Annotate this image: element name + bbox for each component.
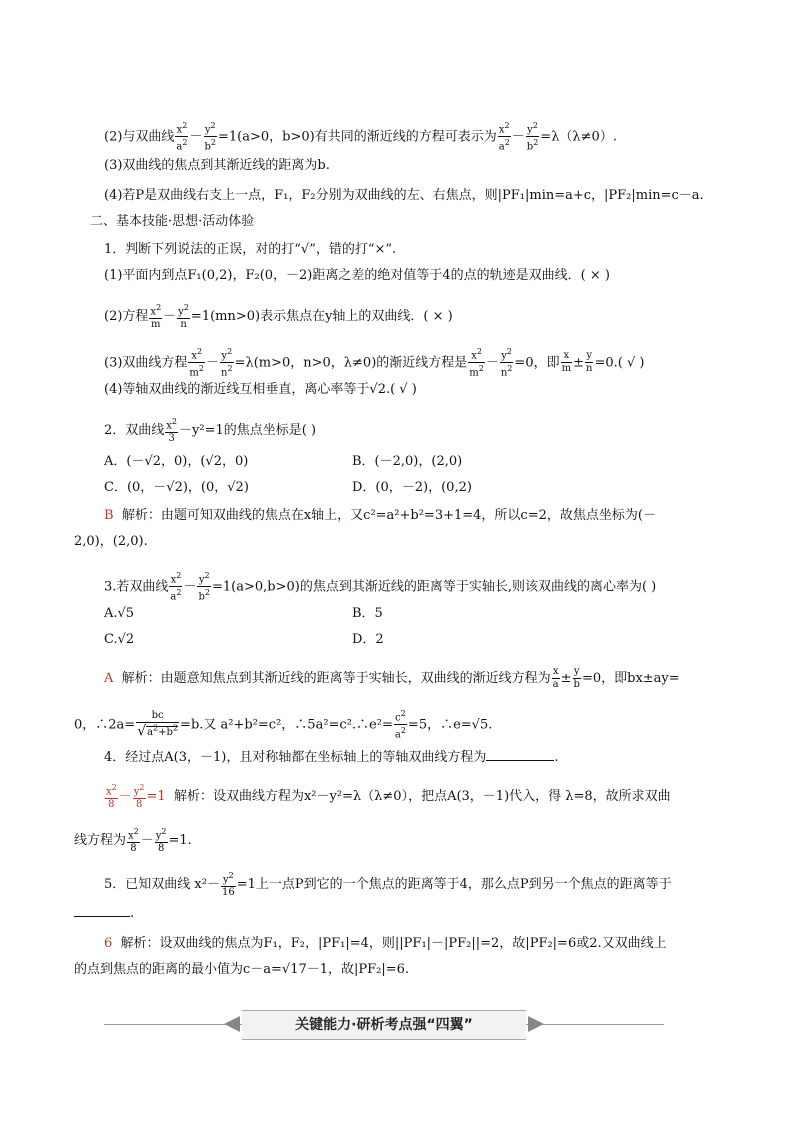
option-a: A.√5 — [104, 606, 135, 621]
question-1-item-4: (4)等轴双曲线的渐近线互相垂直，离心率等于√2.( √ ) — [104, 382, 417, 397]
item-3-text-c: =0，即 — [514, 355, 560, 371]
q4-solution-text: 解析：设双曲线方程为x²－y²=λ（λ≠0），把点A(3，－1)代入，得 λ=8，故所求双曲 — [173, 789, 671, 805]
fraction: $\frac{x^2}{3}$ — [166, 417, 178, 445]
fraction: $\frac{x^2}{m}$ — [150, 303, 162, 331]
q4-answer: =1 — [146, 789, 166, 805]
fraction: $\frac{y^2}{b^2}$ — [526, 121, 539, 153]
answer-letter: B — [104, 508, 114, 523]
fraction: $\frac{y^2}{8}$ — [133, 783, 145, 811]
q3-solution-e: =5，∴e=√5. — [407, 717, 493, 733]
fraction: $\frac{c^2}{a^2}$ — [394, 709, 406, 741]
fraction: $\frac{x^2}{m^2}$ — [189, 347, 204, 379]
q4-solution-a: 线方程为 — [74, 833, 127, 849]
question-4-stem: 4．经过点A(3，－1)，且对称轴都在坐标轴上的等轴双曲线方程为 . — [104, 750, 559, 765]
question-3-stem: 3.若双曲线 $\frac{x^2}{a^2}$ － $\frac{y^2}{b^2}$ =1(a>0,b>0)的焦点到其渐近线的距离等于实轴长,则该双曲线的离心率为( ) — [104, 571, 657, 603]
fraction: $\frac{y^2}{n^2}$ — [221, 347, 233, 379]
fraction: $\frac{y^2}{n^2}$ — [500, 347, 513, 379]
point-2-text-b: =1(a>0，b>0)有共同的渐近线的方程可表示为 — [218, 129, 497, 145]
q3-solution-d: =b.又 a²+b²=c²，∴5a²=c².∴e²= — [180, 717, 393, 733]
fraction: $\frac{y^2}{16}$ — [221, 871, 235, 899]
option-b: B．5 — [352, 606, 383, 621]
fraction: $\frac{y}{n}$ — [585, 350, 593, 375]
answer-blank — [74, 904, 130, 917]
point-4: (4)若P是双曲线右支上一点，F₁，F₂分别为双曲线的左、右焦点，则|PF₁|min=a+c，|PF₂|min=c－a. — [104, 188, 704, 203]
option-d: D．2 — [352, 632, 384, 647]
answer-value: 6 — [104, 936, 113, 951]
question-1-item-1: (1)平面内到点F₁(0,2)，F₂(0，－2)距离之差的绝对值等于4的点的轨迹是双曲线．( × ) — [104, 268, 610, 283]
option-b: B．(－2,0)，(2,0) — [352, 454, 463, 469]
section-heading: 二、基本技能·思想·活动体验 — [90, 214, 255, 229]
question-5-blank-line: . — [74, 904, 134, 924]
point-2-text-c: =λ（λ≠0）. — [540, 129, 617, 145]
q2-solution-line-1 — [104, 506, 656, 526]
q5-solution-text: 解析：设双曲线的焦点为F₁，F₂，|PF₁|=4，则||PF₁|－|PF₂||=2，故|PF₂|=6或2.又双曲线上 — [120, 936, 667, 951]
item-2-text-a: (2)方程 — [104, 309, 149, 325]
section-banner — [104, 1004, 664, 1044]
fraction: $\frac{x}{m}$ — [561, 350, 572, 375]
item-3-text-d: =0.( √ ) — [594, 355, 645, 371]
chevron-right-icon — [528, 1016, 544, 1032]
q4-solution-line-1: $\frac{x^2}{8}$ － $\frac{y^2}{8}$ =1 解析：设双曲线方程为x²－y²=λ（λ≠0），把点A(3，－1)代入，得 λ=8，故所求双曲 — [106, 783, 671, 811]
chevron-left-icon — [224, 1016, 240, 1032]
question-1-stem: 1．判断下列说法的正误，对的打“√”，错的打“×”. — [104, 242, 397, 257]
q3-solution-a: 解析：由题意知焦点到其渐近线的距离等于实轴长，双曲线的渐近线方程为 — [121, 671, 551, 686]
q3-stem-a: 3.若双曲线 — [104, 579, 169, 595]
q4-stem-text: 4．经过点A(3，－1)，且对称轴都在坐标轴上的等轴双曲线方程为 — [104, 750, 487, 765]
fraction: $\frac{x}{a}$ — [552, 666, 559, 690]
fraction: $\frac{y^2}{n}$ — [178, 303, 189, 331]
fraction: $\frac{y^2}{8}$ — [155, 827, 167, 855]
q3-stem-b: =1(a>0,b>0)的焦点到其渐近线的距离等于实轴长,则该双曲线的离心率为( ) — [211, 579, 657, 595]
point-2-text-a: (2)与双曲线 — [104, 129, 175, 145]
q4-solution-b: =1. — [168, 833, 192, 849]
q5-solution-line-2: 的点到焦点的距离的最小值为c－a=√17－1，故|PF₂|=6. — [74, 962, 410, 977]
question-1-item-2: (2)方程 $\frac{x^2}{m}$ － $\frac{y^2}{n}$ =1(mn>0)表示焦点在y轴上的双曲线．( × ) — [104, 303, 453, 331]
item-3-text-a: (3)双曲线方程 — [104, 355, 188, 371]
q2-stem-b: －y²=1的焦点坐标是( ) — [179, 423, 317, 439]
q2-solution-line-2: 2,0)，(2,0). — [74, 534, 148, 549]
question-5-stem — [104, 870, 672, 899]
option-d: D．(0，－2)，(0,2) — [352, 480, 472, 495]
option-c: C.√2 — [104, 632, 135, 647]
q3-solution-line-2 — [74, 708, 492, 742]
option-a: A．(－√2，0)，(√2，0) — [104, 454, 249, 469]
q3-solution-c: 0，∴2a= — [74, 717, 136, 733]
q4-solution-line-2: 线方程为 $\frac{x^2}{8}$ － $\frac{y^2}{8}$ =1. — [74, 827, 192, 855]
q5-stem-a: 5．已知双曲线 x²－ — [104, 877, 220, 893]
q3-solution-line-1: A 解析：由题意知焦点到其渐近线的距离等于实轴长，双曲线的渐近线方程为 $\frac{x}{a}$ ± $\frac{y}{b}$ =0，即bx±ay= — [104, 666, 680, 690]
fraction: $\frac{x^2}{a^2}$ — [176, 121, 188, 153]
fraction: $\frac{bc}{√a^2+b^2}$ — [137, 710, 179, 740]
fraction: $\frac{y^2}{b^2}$ — [198, 571, 210, 603]
banner-rule-right — [524, 1024, 664, 1025]
q2-solution-text: 解析：由题可知双曲线的焦点在x轴上，又c²=a²+b²=3+1=4，所以c=2，故焦点坐标为(－ — [121, 508, 656, 523]
fraction: $\frac{x^2}{a^2}$ — [498, 121, 510, 153]
fraction: $\frac{x^2}{m^2}$ — [469, 347, 484, 379]
question-2-stem — [104, 416, 316, 445]
item-3-text-b: =λ(m>0，n>0，λ≠0)的渐近线方程是 — [234, 355, 468, 371]
point-2: (2)与双曲线 $\frac{x^2}{a^2}$ － $\frac{y^2}{b^2}$ =1(a>0，b>0)有共同的渐近线的方程可表示为 $\frac{x^2}{a^2}$ － $\frac{y^2}{b^2}$ =λ（λ≠0）. — [104, 121, 617, 153]
point-3: (3)双曲线的焦点到其渐近线的距离为b. — [104, 158, 330, 173]
question-1-item-3: (3)双曲线方程 $\frac{x^2}{m^2}$ － $\frac{y^2}{n^2}$ =λ(m>0，n>0，λ≠0)的渐近线方程是 $\frac{x^2}{m^2}$ － $\frac{y^2}{n^2}$ =0，即 $\frac{x}{m}$ ± $\frac{y}{n}$ =0.( √ ) — [104, 347, 645, 379]
fraction: $\frac{y}{b}$ — [573, 666, 580, 690]
option-c: C．(0，－√2)，(0，√2) — [104, 480, 249, 495]
q3-solution-b: =0，即bx±ay= — [581, 671, 680, 686]
answer-letter: A — [104, 671, 114, 686]
item-2-text-b: =1(mn>0)表示焦点在y轴上的双曲线．( × ) — [190, 309, 453, 325]
q5-solution-line-1 — [104, 934, 667, 954]
fraction: $\frac{x^2}{8}$ — [106, 783, 117, 811]
fraction: $\frac{x^2}{8}$ — [128, 827, 139, 855]
answer-blank — [486, 748, 554, 761]
fraction: $\frac{x^2}{a^2}$ — [170, 571, 182, 603]
q5-stem-b: =1上一点P到它的一个焦点的距离等于4，那么点P到另一个焦点的距离等于 — [236, 877, 672, 893]
q2-stem-a: 2．双曲线 — [104, 423, 165, 439]
banner-rule-left — [104, 1024, 244, 1025]
banner-title: 关键能力·研析考点强“四翼” — [242, 1010, 526, 1040]
fraction: $\frac{y^2}{b^2}$ — [204, 121, 216, 153]
